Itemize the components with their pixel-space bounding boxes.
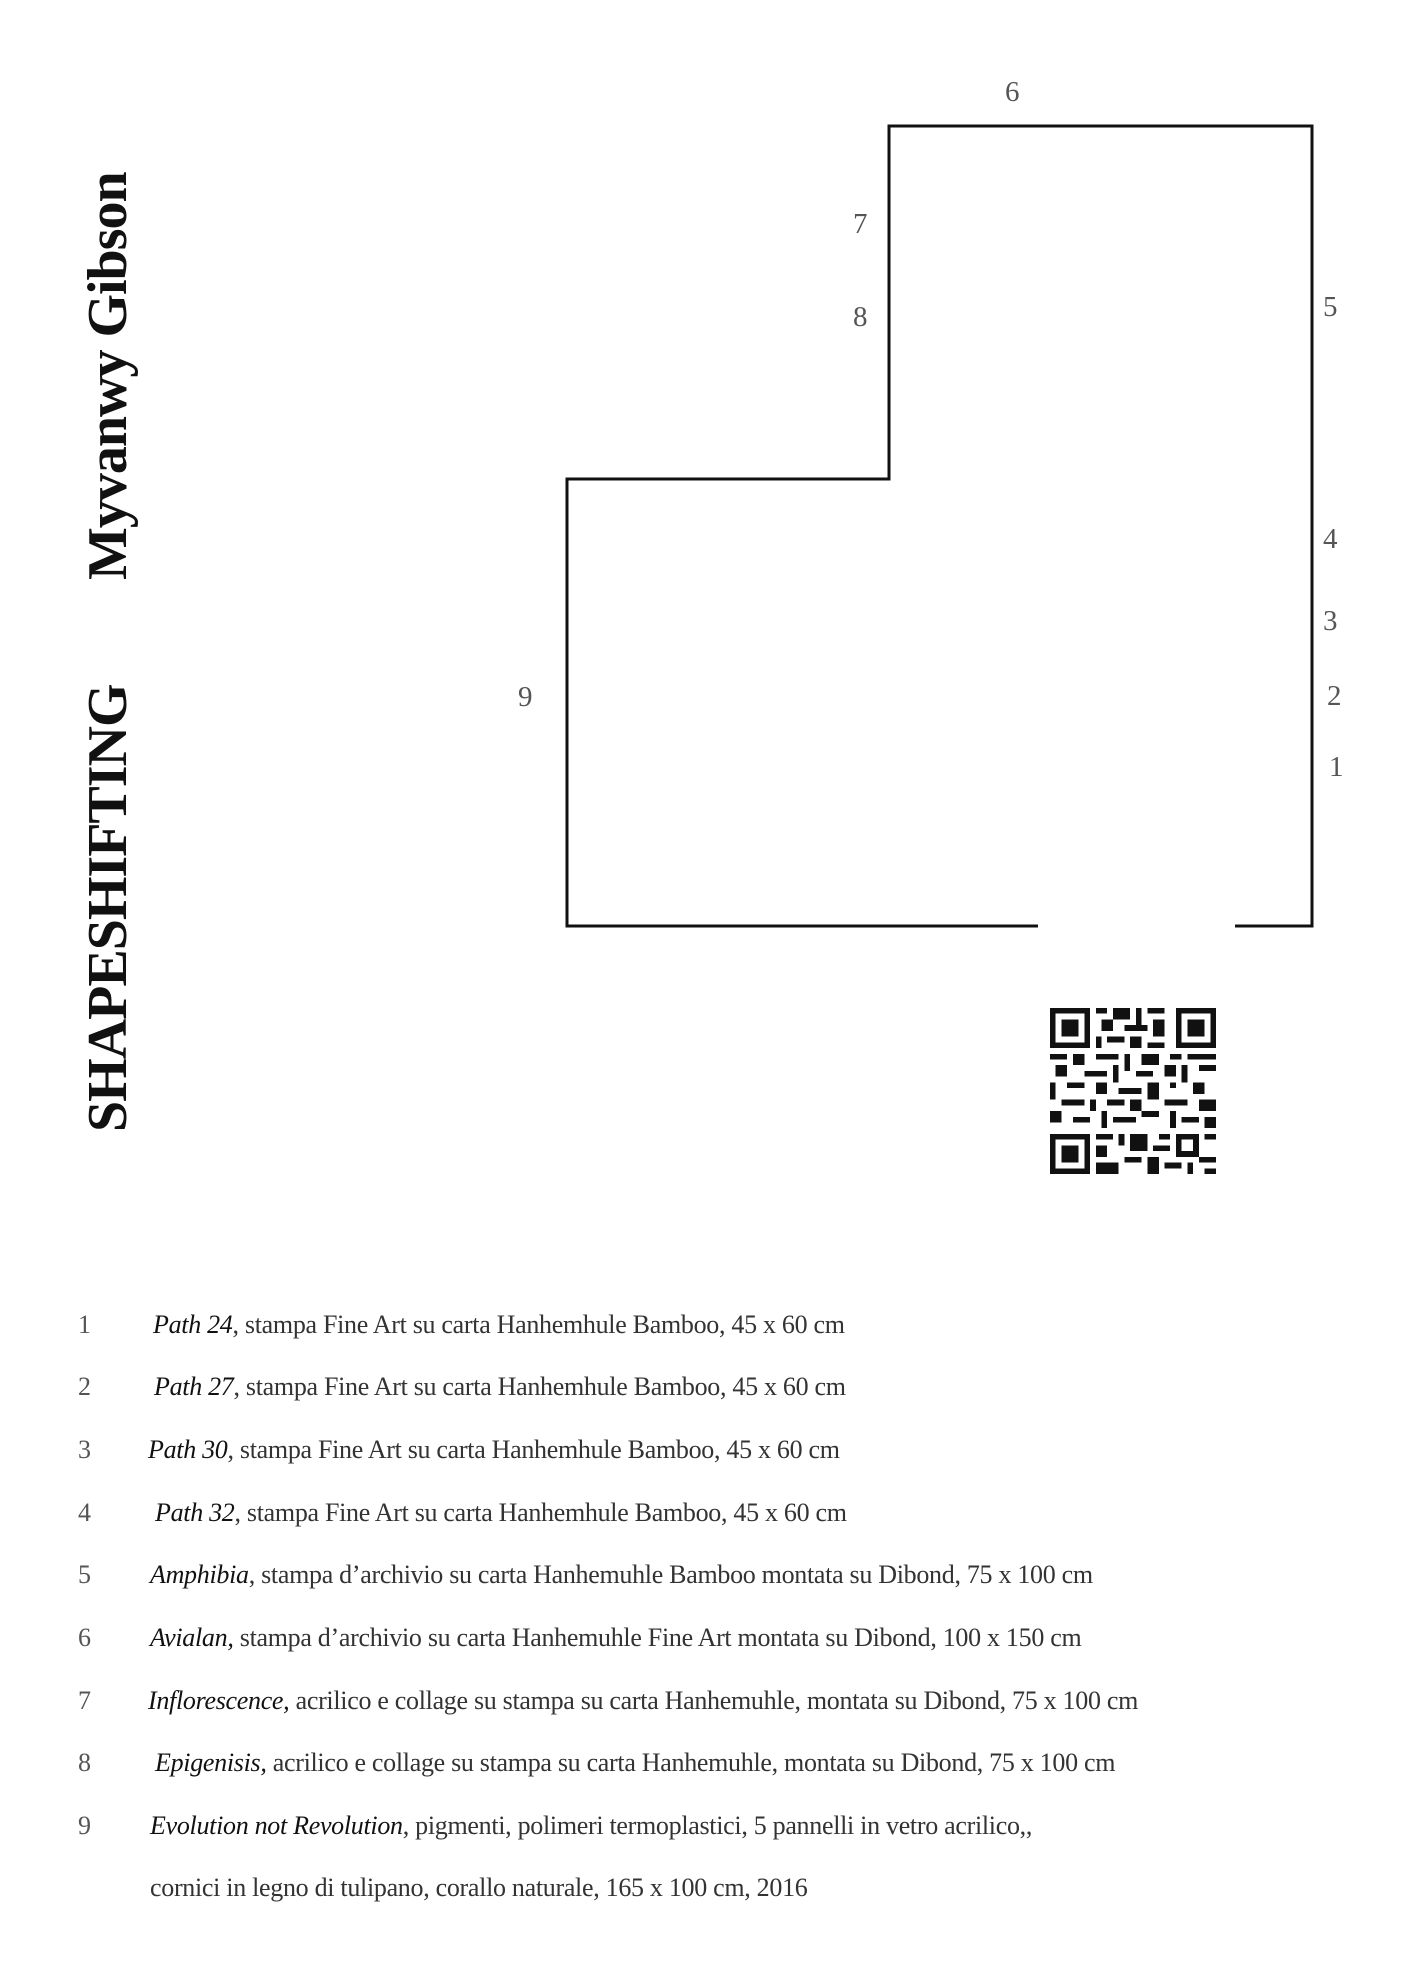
wall-label-3: 3 xyxy=(1323,605,1338,637)
work-title: Path 32 xyxy=(155,1498,235,1527)
work-title: Amphibia xyxy=(150,1560,249,1589)
item-number: 8 xyxy=(78,1748,91,1777)
item-number: 9 xyxy=(78,1811,91,1840)
work-description: cornici in legno di tulipano, corallo naturale, 165 x 100 cm, 2016 xyxy=(150,1873,808,1902)
work-description: , stampa d’archivio su carta Hanhemuhle Bamboo montata su Dibond, 75 x 100 cm xyxy=(248,1560,1093,1589)
work-description: stampa d’archivio su carta Hanhemuhle Fine Art montata su Dibond, 100 x 150 cm xyxy=(233,1623,1082,1652)
floor-plan-walls xyxy=(567,126,1312,926)
item-number: 7 xyxy=(78,1686,91,1715)
work-title: Path 27 xyxy=(154,1372,234,1401)
list-item-continuation xyxy=(0,1868,1402,1908)
work-description: , stampa Fine Art su carta Hanhemhule Bamboo, 45 x 60 cm xyxy=(233,1372,846,1401)
work-description: , stampa Fine Art su carta Hanhemhule Bamboo, 45 x 60 cm xyxy=(232,1310,845,1339)
work-title: Path 24 xyxy=(153,1310,233,1339)
wall-label-4: 4 xyxy=(1323,523,1338,555)
list-item xyxy=(0,1806,1402,1846)
wall-label-7: 7 xyxy=(853,208,868,240)
list-item xyxy=(0,1305,1402,1345)
wall-label-9: 9 xyxy=(518,681,533,713)
item-number: 2 xyxy=(78,1372,91,1401)
wall-label-1: 1 xyxy=(1329,751,1344,783)
list-item xyxy=(0,1555,1402,1595)
work-description: , pigmenti, polimeri termoplastici, 5 pannelli in vetro acrilico,, xyxy=(402,1811,1033,1840)
wall-label-5: 5 xyxy=(1323,291,1338,323)
exhibition-title: SHAPESHIFTING xyxy=(77,684,139,1132)
wall-label-8: 8 xyxy=(853,301,868,333)
wall-label-2: 2 xyxy=(1327,680,1342,712)
list-item xyxy=(0,1430,1402,1470)
work-description: acrilico e collage su stampa su carta Hanhemuhle, montata su Dibond, 75 x 100 cm xyxy=(266,1748,1116,1777)
wall-label-6: 6 xyxy=(1005,76,1020,108)
work-title: Path 30 xyxy=(148,1435,228,1464)
work-title: Avialan, xyxy=(150,1623,234,1652)
item-number: 6 xyxy=(78,1623,91,1652)
work-description: acrilico e collage su stampa su carta Hanhemuhle, montata su Dibond, 75 x 100 cm xyxy=(289,1686,1139,1715)
work-title: Inflorescence, xyxy=(148,1686,290,1715)
item-number: 5 xyxy=(78,1560,91,1589)
qr-code-icon[interactable] xyxy=(1050,1008,1216,1174)
list-item xyxy=(0,1618,1402,1658)
item-number: 3 xyxy=(78,1435,91,1464)
work-description: , stampa Fine Art su carta Hanhemhule Bamboo, 45 x 60 cm xyxy=(227,1435,840,1464)
work-title: Epigenisis, xyxy=(155,1748,267,1777)
artist-name: Myvanwy Gibson xyxy=(77,172,139,580)
item-number: 4 xyxy=(78,1498,91,1527)
work-title: Evolution not Revolution xyxy=(150,1811,403,1840)
list-item xyxy=(0,1493,1402,1533)
item-number: 1 xyxy=(78,1310,91,1339)
list-item xyxy=(0,1743,1402,1783)
work-description: , stampa Fine Art su carta Hanhemhule Bamboo, 45 x 60 cm xyxy=(234,1498,847,1527)
list-item xyxy=(0,1681,1402,1721)
list-item xyxy=(0,1367,1402,1407)
